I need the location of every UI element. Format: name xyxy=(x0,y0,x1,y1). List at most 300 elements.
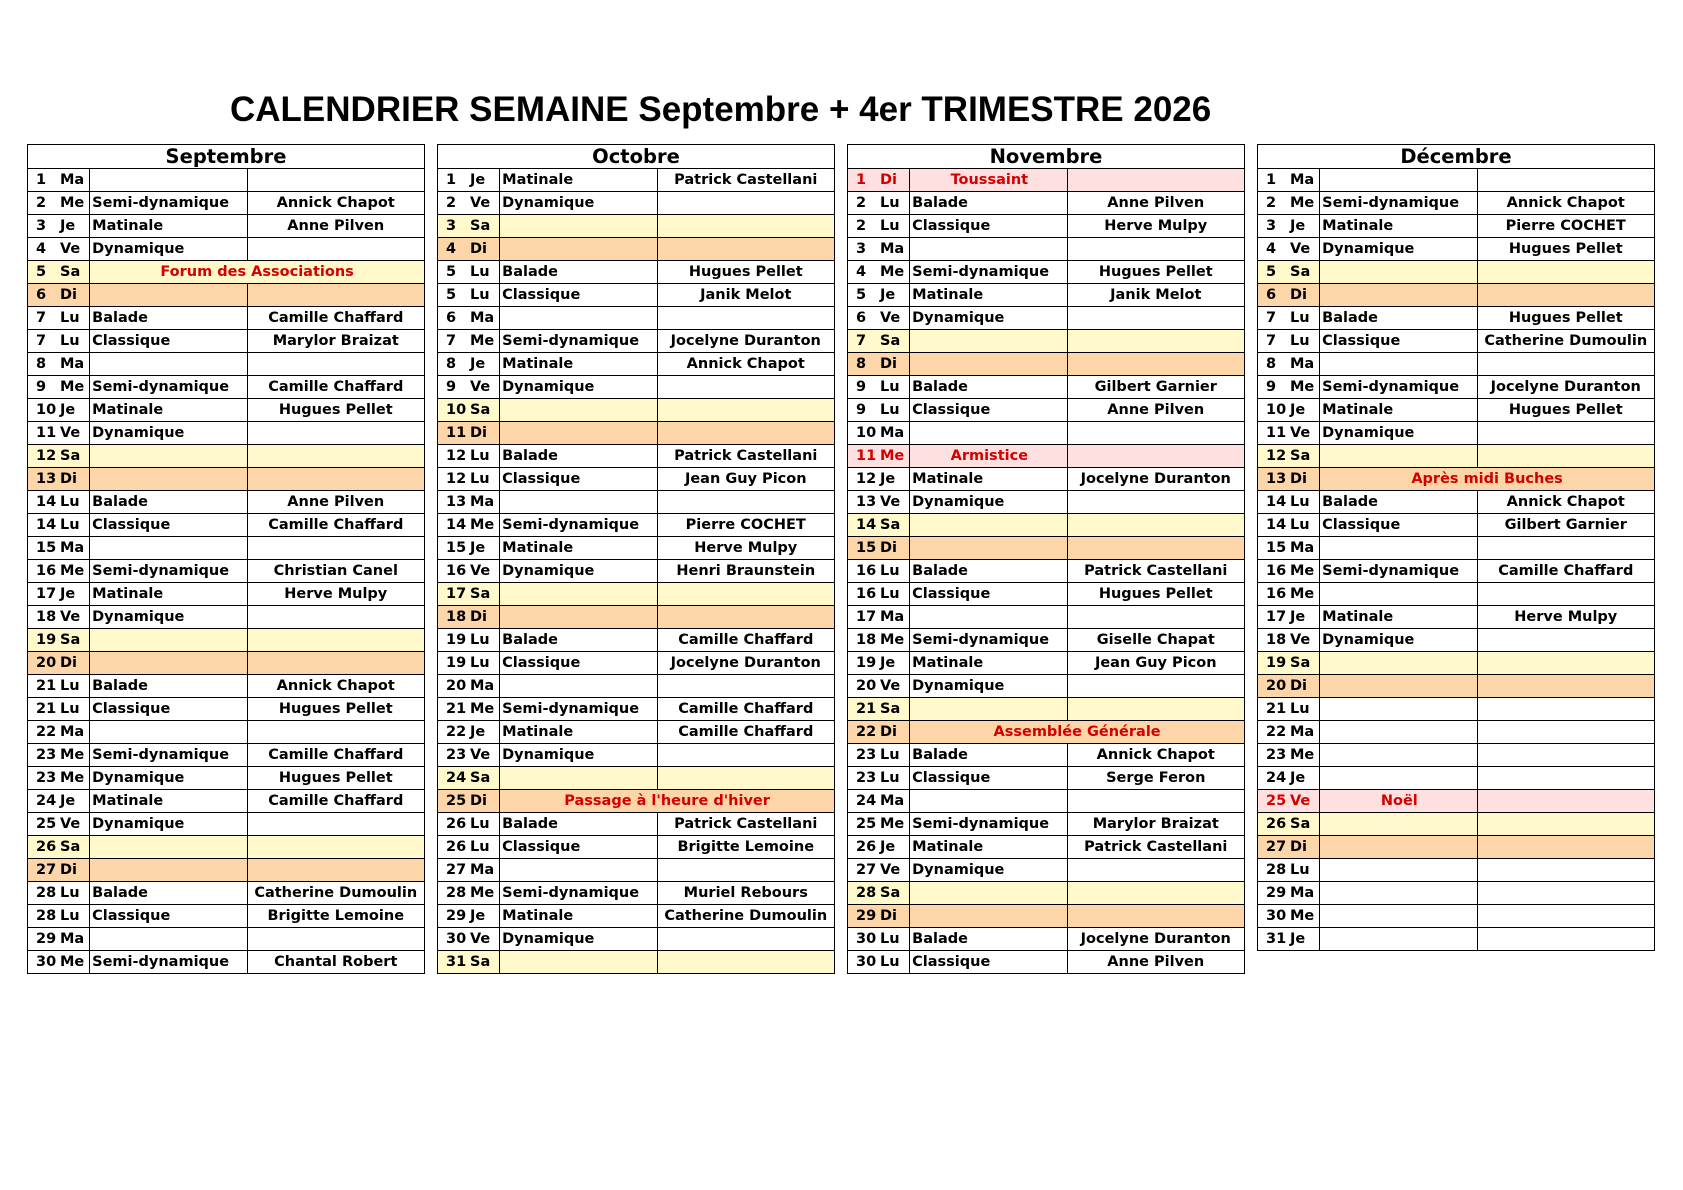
activity-cell: Matinale xyxy=(500,353,657,376)
day-number: 5 xyxy=(446,286,457,303)
leader-cell: Camille Chaffard xyxy=(1477,560,1654,583)
day-number: 11 xyxy=(446,424,467,441)
activity-cell xyxy=(1320,284,1477,307)
day-number: 6 xyxy=(856,309,867,326)
day-cell xyxy=(438,583,500,606)
activity-cell: Matinale xyxy=(910,284,1067,307)
day-of-week: Lu xyxy=(1290,700,1310,717)
table-row xyxy=(28,813,425,836)
day-of-week: Lu xyxy=(60,332,80,349)
table-row xyxy=(848,376,1245,399)
activity-cell: Semi-dynamique xyxy=(910,629,1067,652)
day-cell xyxy=(848,744,910,767)
day-number: 18 xyxy=(856,631,877,648)
leader-cell: Serge Feron xyxy=(1067,767,1244,790)
day-of-week: Me xyxy=(60,746,85,763)
table-row xyxy=(438,928,835,951)
day-of-week: Ma xyxy=(880,424,905,441)
leader-cell xyxy=(1067,514,1244,537)
day-number: 19 xyxy=(856,654,877,671)
day-number: 12 xyxy=(856,470,877,487)
leader-cell xyxy=(657,583,834,606)
activity-cell xyxy=(500,859,657,882)
activity-cell: Classique xyxy=(1320,330,1477,353)
day-number: 20 xyxy=(36,654,57,671)
day-cell xyxy=(28,192,90,215)
activity-cell: Semi-dynamique xyxy=(90,376,247,399)
table-row xyxy=(438,353,835,376)
day-cell xyxy=(28,698,90,721)
table-row xyxy=(438,307,835,330)
day-of-week: Lu xyxy=(470,470,490,487)
day-number: 15 xyxy=(446,539,467,556)
leader-cell xyxy=(1067,882,1244,905)
leader-cell xyxy=(657,307,834,330)
day-number: 11 xyxy=(36,424,57,441)
activity-cell: Semi-dynamique xyxy=(90,744,247,767)
activity-cell: Dynamique xyxy=(910,675,1067,698)
day-of-week: Ma xyxy=(880,240,905,257)
activity-cell xyxy=(1320,882,1477,905)
activity-cell: Dynamique xyxy=(910,307,1067,330)
leader-cell: Jean Guy Picon xyxy=(1067,652,1244,675)
activity-cell: Dynamique xyxy=(500,744,657,767)
activity-cell: Dynamique xyxy=(910,491,1067,514)
table-row xyxy=(1258,675,1655,698)
day-cell xyxy=(848,928,910,951)
table-row xyxy=(28,514,425,537)
leader-cell: Herve Mulpy xyxy=(247,583,424,606)
activity-cell: Classique xyxy=(910,399,1067,422)
day-of-week: Me xyxy=(60,378,85,395)
leader-cell xyxy=(1477,882,1654,905)
day-number: 26 xyxy=(36,838,57,855)
day-number: 18 xyxy=(1266,631,1287,648)
day-of-week: Lu xyxy=(880,194,900,211)
day-cell xyxy=(1258,882,1320,905)
day-of-week: Me xyxy=(470,700,495,717)
leader-cell xyxy=(1477,698,1654,721)
day-number: 25 xyxy=(856,815,877,832)
table-row xyxy=(1258,859,1655,882)
day-number: 30 xyxy=(856,930,877,947)
table-row xyxy=(28,790,425,813)
day-number: 23 xyxy=(856,769,877,786)
day-number: 19 xyxy=(446,631,467,648)
table-row xyxy=(848,629,1245,652)
day-cell xyxy=(848,284,910,307)
day-cell xyxy=(28,284,90,307)
table-row xyxy=(848,537,1245,560)
table-row xyxy=(848,675,1245,698)
activity-cell: Classique xyxy=(90,905,247,928)
day-number: 28 xyxy=(36,884,57,901)
table-row xyxy=(848,445,1245,468)
table-row xyxy=(438,238,835,261)
day-number: 5 xyxy=(856,286,867,303)
day-number: 30 xyxy=(446,930,467,947)
day-cell xyxy=(438,560,500,583)
activity-cell: Classique xyxy=(500,284,657,307)
day-cell xyxy=(1258,813,1320,836)
day-cell xyxy=(1258,790,1320,813)
table-row xyxy=(848,514,1245,537)
table-row xyxy=(28,261,425,284)
activity-cell xyxy=(90,353,247,376)
table-row xyxy=(438,491,835,514)
event-label: Après midi Buches xyxy=(1320,468,1655,491)
day-number: 13 xyxy=(1266,470,1287,487)
table-row xyxy=(1258,514,1655,537)
activity-cell: Matinale xyxy=(90,215,247,238)
activity-cell xyxy=(1320,813,1477,836)
day-number: 1 xyxy=(446,171,457,188)
day-number: 6 xyxy=(446,309,457,326)
table-row xyxy=(1258,330,1655,353)
day-cell xyxy=(28,859,90,882)
leader-cell: Gilbert Garnier xyxy=(1067,376,1244,399)
activity-cell: Balade xyxy=(910,192,1067,215)
leader-cell xyxy=(657,951,834,974)
leader-cell: Pierre COCHET xyxy=(657,514,834,537)
activity-cell: Balade xyxy=(500,813,657,836)
table-row xyxy=(848,951,1245,974)
leader-cell xyxy=(1067,698,1244,721)
day-number: 8 xyxy=(1266,355,1277,372)
leader-cell xyxy=(657,399,834,422)
day-cell xyxy=(28,882,90,905)
day-cell xyxy=(1258,307,1320,330)
table-row xyxy=(848,652,1245,675)
table-row xyxy=(848,905,1245,928)
leader-cell xyxy=(1067,675,1244,698)
day-of-week: Sa xyxy=(880,700,901,717)
day-of-week: Ve xyxy=(60,608,81,625)
day-number: 30 xyxy=(36,953,57,970)
table-row xyxy=(1258,721,1655,744)
month-header-row xyxy=(848,145,1245,169)
table-row xyxy=(848,307,1245,330)
leader-cell xyxy=(1067,445,1244,468)
table-row xyxy=(28,859,425,882)
day-cell xyxy=(438,330,500,353)
day-of-week: Je xyxy=(880,838,896,855)
leader-cell xyxy=(1067,330,1244,353)
day-of-week: Me xyxy=(1290,746,1315,763)
day-number: 8 xyxy=(36,355,47,372)
day-number: 15 xyxy=(36,539,57,556)
day-cell xyxy=(848,445,910,468)
leader-cell: Camille Chaffard xyxy=(247,514,424,537)
day-cell xyxy=(28,445,90,468)
day-number: 7 xyxy=(36,332,47,349)
day-number: 13 xyxy=(856,493,877,510)
table-row xyxy=(848,169,1245,192)
day-number: 8 xyxy=(856,355,867,372)
day-of-week: Ma xyxy=(1290,723,1315,740)
table-row xyxy=(438,951,835,974)
day-number: 12 xyxy=(446,470,467,487)
day-of-week: Me xyxy=(470,516,495,533)
table-row xyxy=(848,767,1245,790)
table-row xyxy=(1258,307,1655,330)
activity-cell: Dynamique xyxy=(500,376,657,399)
leader-cell xyxy=(1067,606,1244,629)
day-number: 21 xyxy=(856,700,877,717)
table-row xyxy=(1258,698,1655,721)
table-row xyxy=(1258,353,1655,376)
day-of-week: Je xyxy=(470,723,486,740)
event-label: Assemblée Générale xyxy=(910,721,1245,744)
day-number: 27 xyxy=(856,861,877,878)
day-cell xyxy=(28,790,90,813)
activity-cell: Matinale xyxy=(500,169,657,192)
day-of-week: Sa xyxy=(60,263,81,280)
table-row xyxy=(1258,215,1655,238)
day-cell xyxy=(438,422,500,445)
day-cell xyxy=(28,721,90,744)
day-cell xyxy=(848,491,910,514)
table-row xyxy=(438,698,835,721)
day-cell xyxy=(1258,629,1320,652)
day-number: 26 xyxy=(856,838,877,855)
leader-cell: Camille Chaffard xyxy=(657,698,834,721)
day-of-week: Di xyxy=(880,355,898,372)
day-of-week: Je xyxy=(60,217,76,234)
day-number: 30 xyxy=(856,953,877,970)
table-row xyxy=(438,790,835,813)
leader-cell xyxy=(1067,537,1244,560)
day-of-week: Me xyxy=(1290,907,1315,924)
leader-cell: Jocelyne Duranton xyxy=(657,652,834,675)
activity-cell xyxy=(1320,169,1477,192)
day-of-week: Lu xyxy=(880,217,900,234)
activity-cell: Matinale xyxy=(910,836,1067,859)
day-cell xyxy=(848,261,910,284)
day-of-week: Ma xyxy=(60,539,85,556)
day-cell xyxy=(848,330,910,353)
day-number: 22 xyxy=(856,723,877,740)
day-number: 7 xyxy=(1266,309,1277,326)
day-number: 22 xyxy=(1266,723,1287,740)
day-cell xyxy=(1258,284,1320,307)
leader-cell: Anne Pilven xyxy=(247,491,424,514)
activity-cell: Dynamique xyxy=(500,560,657,583)
activity-cell xyxy=(500,422,657,445)
table-row xyxy=(438,721,835,744)
day-cell xyxy=(28,652,90,675)
month-table-novembre xyxy=(847,144,1245,974)
leader-cell: Hugues Pellet xyxy=(657,261,834,284)
day-number: 29 xyxy=(856,907,877,924)
day-of-week: Ve xyxy=(1290,792,1311,809)
table-row xyxy=(28,560,425,583)
day-of-week: Je xyxy=(470,539,486,556)
leader-cell: Patrick Castellani xyxy=(657,445,834,468)
day-number: 26 xyxy=(1266,815,1287,832)
day-cell xyxy=(438,606,500,629)
day-number: 10 xyxy=(856,424,877,441)
leader-cell xyxy=(657,192,834,215)
table-row xyxy=(438,744,835,767)
day-number: 11 xyxy=(1266,424,1287,441)
leader-cell: Brigitte Lemoine xyxy=(657,836,834,859)
day-cell xyxy=(28,307,90,330)
leader-cell: Marylor Braizat xyxy=(247,330,424,353)
activity-cell xyxy=(1320,767,1477,790)
day-number: 23 xyxy=(446,746,467,763)
table-row xyxy=(438,330,835,353)
table-row xyxy=(28,192,425,215)
day-cell xyxy=(438,537,500,560)
day-of-week: Lu xyxy=(470,631,490,648)
leader-cell xyxy=(1477,537,1654,560)
day-of-week: Ve xyxy=(470,746,491,763)
leader-cell: Camille Chaffard xyxy=(657,629,834,652)
leader-cell xyxy=(657,491,834,514)
table-row xyxy=(28,583,425,606)
day-of-week: Di xyxy=(470,608,488,625)
leader-cell xyxy=(1477,859,1654,882)
day-number: 21 xyxy=(446,700,467,717)
day-cell xyxy=(28,606,90,629)
day-cell xyxy=(28,399,90,422)
leader-cell: Muriel Rebours xyxy=(657,882,834,905)
activity-cell: Classique xyxy=(910,583,1067,606)
day-number: 20 xyxy=(1266,677,1287,694)
day-number: 18 xyxy=(36,608,57,625)
day-cell xyxy=(1258,169,1320,192)
leader-cell xyxy=(657,675,834,698)
day-of-week: Di xyxy=(60,861,78,878)
activity-cell: Dynamique xyxy=(500,928,657,951)
day-of-week: Sa xyxy=(470,769,491,786)
day-number: 3 xyxy=(446,217,457,234)
day-number: 3 xyxy=(856,240,867,257)
table-row xyxy=(1258,169,1655,192)
day-cell xyxy=(1258,859,1320,882)
leader-cell: Hugues Pellet xyxy=(1477,399,1654,422)
day-of-week: Ve xyxy=(60,424,81,441)
activity-cell: Classique xyxy=(1320,514,1477,537)
day-number: 13 xyxy=(36,470,57,487)
day-of-week: Me xyxy=(1290,585,1315,602)
activity-cell: Dynamique xyxy=(1320,238,1477,261)
activity-cell: Matinale xyxy=(500,905,657,928)
day-of-week: Ma xyxy=(60,930,85,947)
day-number: 2 xyxy=(36,194,47,211)
day-cell xyxy=(848,606,910,629)
day-of-week: Ve xyxy=(1290,240,1311,257)
day-number: 25 xyxy=(1266,792,1287,809)
day-of-week: Sa xyxy=(1290,654,1311,671)
day-cell xyxy=(438,744,500,767)
day-number: 4 xyxy=(1266,240,1277,257)
day-number: 29 xyxy=(446,907,467,924)
day-cell xyxy=(1258,192,1320,215)
leader-cell: Patrick Castellani xyxy=(657,813,834,836)
day-of-week: Me xyxy=(1290,562,1315,579)
table-row xyxy=(28,169,425,192)
day-cell xyxy=(438,905,500,928)
day-of-week: Sa xyxy=(470,217,491,234)
day-number: 14 xyxy=(1266,493,1287,510)
activity-cell: Dynamique xyxy=(90,606,247,629)
day-number: 24 xyxy=(1266,769,1287,786)
table-row xyxy=(28,376,425,399)
activity-cell: Semi-dynamique xyxy=(1320,560,1477,583)
leader-cell xyxy=(247,652,424,675)
table-row xyxy=(28,215,425,238)
activity-cell xyxy=(910,238,1067,261)
activity-cell xyxy=(500,238,657,261)
activity-cell: Balade xyxy=(910,560,1067,583)
leader-cell xyxy=(1477,721,1654,744)
day-of-week: Ma xyxy=(60,723,85,740)
day-number: 29 xyxy=(1266,884,1287,901)
activity-cell xyxy=(90,537,247,560)
day-of-week: Lu xyxy=(1290,309,1310,326)
day-of-week: Sa xyxy=(60,447,81,464)
activity-cell xyxy=(1320,537,1477,560)
leader-cell xyxy=(1067,238,1244,261)
table-row xyxy=(438,422,835,445)
day-cell xyxy=(1258,422,1320,445)
activity-cell xyxy=(910,514,1067,537)
table-row xyxy=(438,376,835,399)
table-row xyxy=(28,445,425,468)
table-row xyxy=(848,330,1245,353)
day-cell xyxy=(1258,606,1320,629)
table-row xyxy=(438,606,835,629)
day-number: 1 xyxy=(36,171,47,188)
day-of-week: Di xyxy=(470,424,488,441)
day-cell xyxy=(438,353,500,376)
day-of-week: Di xyxy=(60,286,78,303)
activity-cell xyxy=(500,215,657,238)
leader-cell: Patrick Castellani xyxy=(1067,836,1244,859)
day-of-week: Me xyxy=(880,263,905,280)
activity-cell: Classique xyxy=(500,836,657,859)
activity-cell: Classique xyxy=(500,468,657,491)
day-cell xyxy=(1258,744,1320,767)
day-number: 23 xyxy=(1266,746,1287,763)
activity-cell: Semi-dynamique xyxy=(500,882,657,905)
day-number: 26 xyxy=(446,815,467,832)
day-cell xyxy=(848,836,910,859)
leader-cell xyxy=(1067,905,1244,928)
month-table-septembre xyxy=(27,144,425,974)
day-cell xyxy=(28,836,90,859)
table-row xyxy=(1258,813,1655,836)
table-row xyxy=(848,606,1245,629)
activity-cell xyxy=(90,859,247,882)
activity-cell xyxy=(500,606,657,629)
table-row xyxy=(438,882,835,905)
table-row xyxy=(848,192,1245,215)
day-number: 3 xyxy=(36,217,47,234)
activity-cell xyxy=(500,675,657,698)
day-cell xyxy=(848,790,910,813)
table-row xyxy=(848,882,1245,905)
day-cell xyxy=(438,284,500,307)
day-cell xyxy=(1258,238,1320,261)
table-row xyxy=(28,606,425,629)
day-cell xyxy=(438,951,500,974)
table-row xyxy=(1258,537,1655,560)
leader-cell xyxy=(247,169,424,192)
day-of-week: Ve xyxy=(880,861,901,878)
